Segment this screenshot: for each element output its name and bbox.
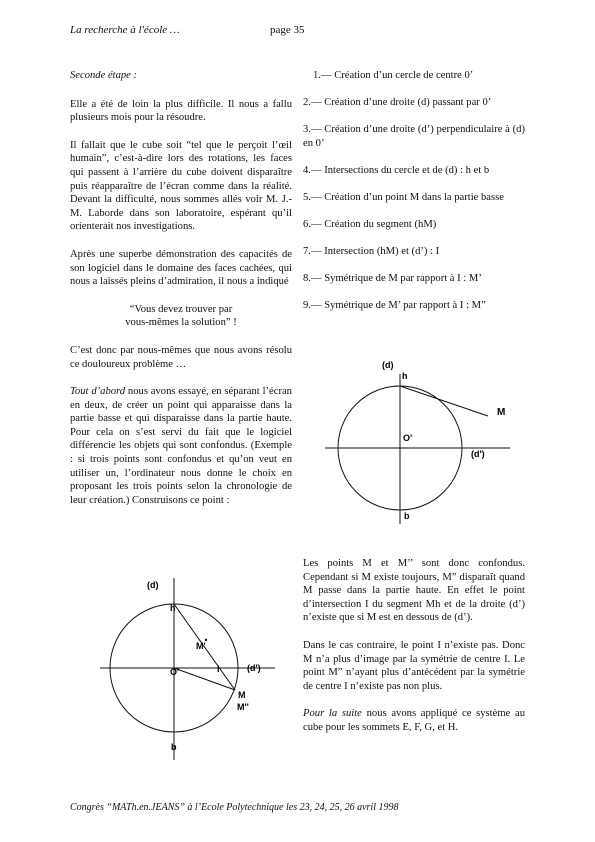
left-column	[70, 69, 292, 521]
label-b: b	[171, 742, 177, 752]
quote-line: “Vous devez trouver par	[129, 303, 233, 315]
label-h: h	[402, 371, 408, 381]
paragraph: Elle a été de loin la plus difficile. Il nous a fallu plusieurs mois pour la résoudre.	[70, 98, 292, 124]
label-b: b	[404, 511, 410, 521]
quote-line: vous-mêmes la solution” !	[125, 317, 237, 329]
construction-step: 7.— Intersection (hM) et (d’) : I	[303, 246, 440, 258]
emphasis: Tout d’abord	[70, 386, 126, 398]
running-header: La recherche à l'école …	[70, 24, 180, 36]
label-O: O'	[170, 667, 180, 677]
label-d: (d)	[382, 360, 394, 370]
paragraph	[303, 707, 525, 734]
construction-step: 9.— Symétrique de M’ par rapport à I : M”	[303, 300, 486, 312]
right-column-continued	[303, 557, 525, 749]
label-M: M	[238, 690, 246, 700]
segment-hM	[400, 386, 488, 416]
section-heading: Seconde étape :	[70, 70, 138, 81]
construction-step: 1.— Création d’un cercle de centre 0’	[313, 70, 474, 81]
label-I: I	[217, 664, 220, 674]
construction-figure-right	[325, 352, 525, 532]
footer: Congrès “MATh.en.JEANS” à l’Ecole Polytechnique les 23, 24, 25, 26 avril 1998	[70, 802, 399, 813]
label-d-prime: (d')	[247, 663, 261, 673]
label-d-prime: (d')	[471, 449, 485, 459]
quote	[70, 303, 292, 330]
paragraph: Dans le cas contraire, le point I n’existe pas. Donc M n’a plus d’image par la symétrie de centre I. Le point M” n’ayant plus d’antécédent par la symétrie de centre I n’existe pas non plus.	[303, 639, 525, 692]
label-M-double-prime: M''	[237, 702, 249, 712]
paragraph: Après une superbe démonstration des capacités de son logiciel dans le domaine des faces cachées, qui nous a laissés pleins d’admiration, il nous a indiqué	[70, 248, 292, 288]
paragraph: Il fallait que le cube soit “tel que le perçoit l’œil humain”, c’est-à-dire lors des rotations, les faces qui passent à l’arrière du cube doivent disparaître puis réapparaître de l’écran comme dans la réalité. Devant la difficulté, nous sommes allés voir M. J.-M. Laborde dans son laboratoire, espérant qu’il orienterait nos investigations.	[70, 139, 292, 233]
construction-step: 4.— Intersections du cercle et de (d) : h et b	[303, 164, 490, 176]
paragraph-text: nous avons appliqué ce système au cube pour les sommets E, F, G, et H.	[303, 708, 525, 733]
construction-step: 5.— Création d’un point M dans la partie basse	[303, 191, 504, 203]
page-number: page 35	[270, 24, 305, 36]
emphasis: Pour la suite	[303, 708, 362, 720]
label-O: O'	[403, 433, 413, 443]
label-M: M	[497, 407, 506, 418]
paragraph	[70, 385, 292, 507]
paragraph: Les points M et M’’ sont donc confondus. Cependant si M existe toujours, M” disparaît quand M passe dans la partie haute. En effet le point d’intersection I du segment Mh et de la droite (d’) n’existe que si M est en dessous de (d’).	[303, 558, 525, 624]
label-M-prime: M'	[196, 641, 206, 651]
right-column	[303, 69, 525, 326]
construction-figure-left	[100, 572, 300, 767]
label-h: h	[170, 603, 176, 613]
construction-step: 3.— Création d’une droite (d’) perpendiculaire à (d) en 0’	[303, 124, 525, 149]
construction-step: 6.— Création du segment (hM)	[303, 219, 437, 231]
construction-step: 2.— Création d’une droite (d) passant par 0’	[303, 97, 492, 109]
label-d: (d)	[147, 580, 159, 590]
construction-step: 8.— Symétrique de M par rapport à I : M’	[303, 273, 482, 285]
paragraph-text: nous avons essayé, en séparant l’écran en deux, de créer un point qui apparaisse dans la partie basse et qui disparaisse dans la partie haute. Pour cela on s’est servi du fait que le logiciel différencie les objets qui sont confondus. (Exemple : si trois points sont confondus et qu’on veut en utiliser un, l’ordinateur nous donne le choix en proposant les trois points selon la chronologie de leur création.) Construisons ce point :	[70, 386, 292, 506]
segment-OM	[174, 668, 235, 690]
paragraph: C’est donc par nous-mêmes que nous avons résolu ce douloureux problème …	[70, 344, 292, 370]
